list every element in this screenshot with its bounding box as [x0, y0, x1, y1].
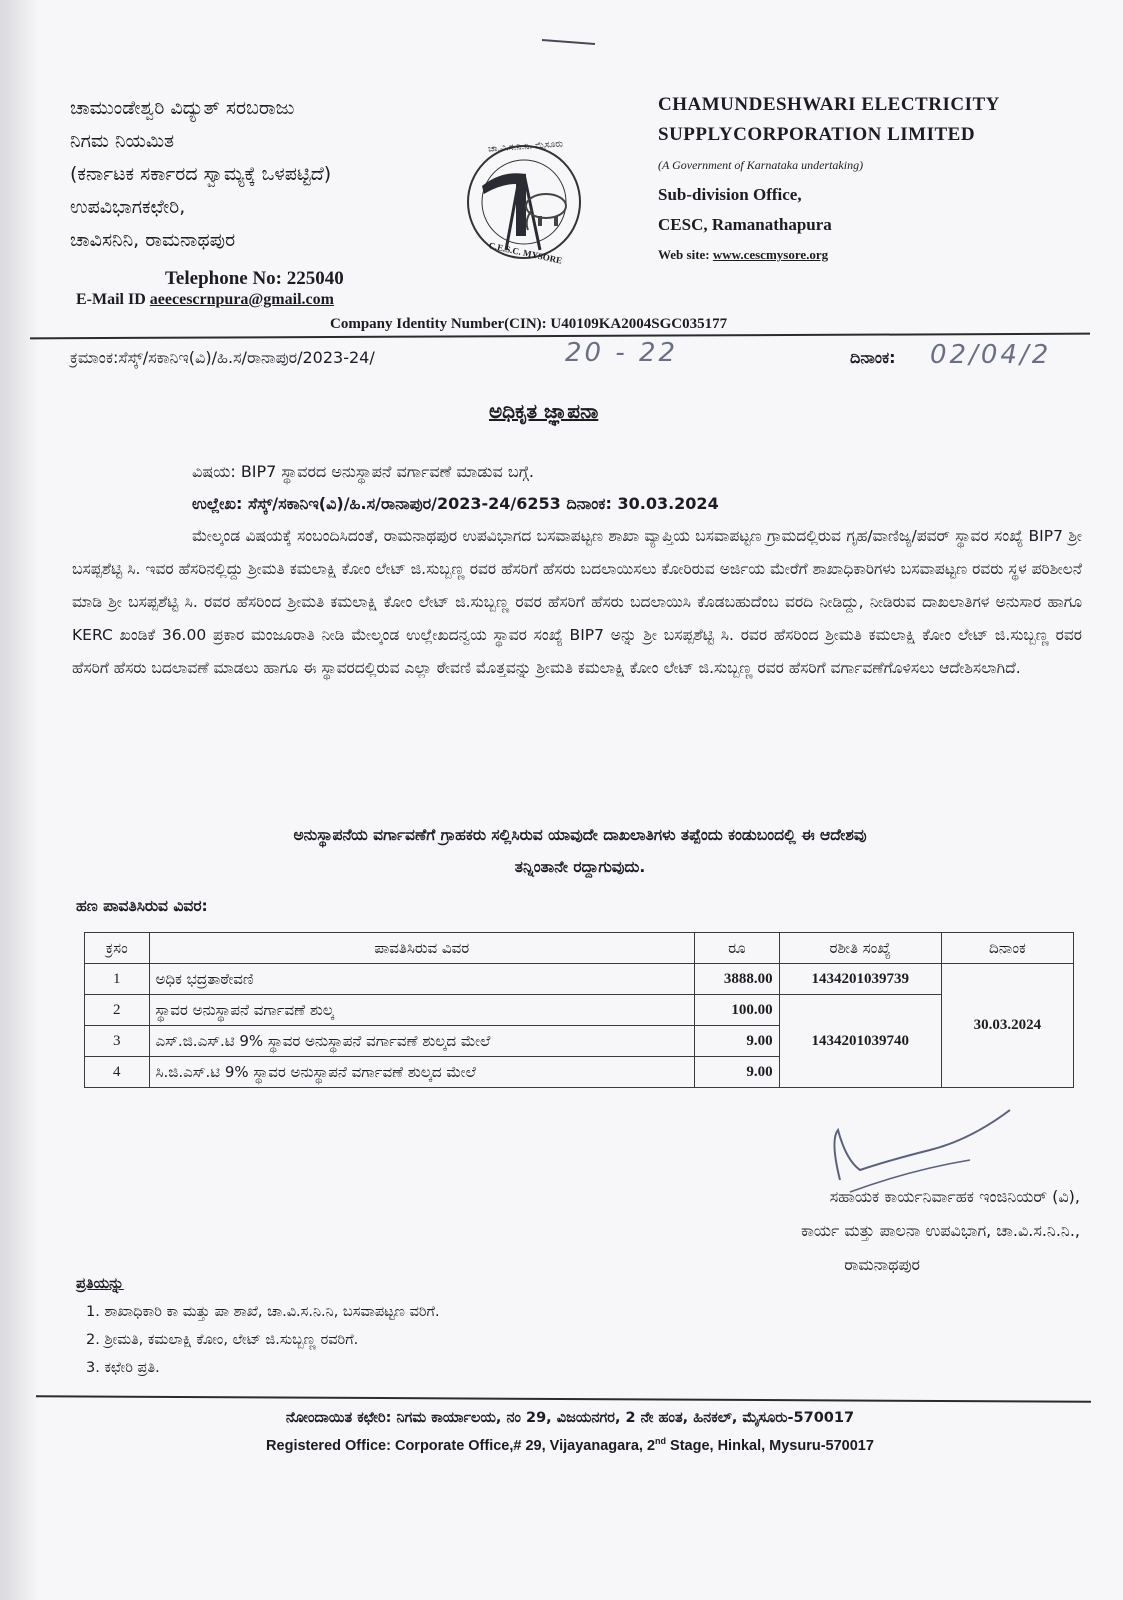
- kn-line-1: ಚಾಮುಂಡೇಶ್ವರಿ ವಿದ್ಯುತ್ ಸರಬರಾಜು: [70, 97, 295, 119]
- reference-line: ಉಲ್ಲೇಖ: ಸೆಸ್ಕ್/ಸಕಾನಿಇ(ವಿ)/ಹಿ.ಸ/ರಾನಾಪುರ/2023-24/6253 ದಿನಾಂಕ: 30.03.2024: [192, 494, 719, 513]
- kn-line-4: ಉಪವಿಭಾಗಕಛೇರಿ,: [70, 196, 186, 218]
- bold-note-line-2: ತನ್ನಿಂತಾನೇ ರದ್ದಾಗುವುದು.: [514, 858, 646, 876]
- office-line-1: Sub-division Office,: [658, 185, 802, 204]
- kn-line-2: ನಿಗಮ ನಿಯಮಿತ: [70, 130, 175, 152]
- kn-line-3: (ಕರ್ನಾಟಕ ಸರ್ಕಾರದ ಸ್ವಾಮ್ಯಕ್ಕೆ ಒಳಪಟ್ಟಿದೆ): [70, 163, 332, 185]
- copy-to-item-2: 2. ಶ್ರೀಮತಿ, ಕಮಲಾಕ್ಷಿ ಕೋಂ, ಲೇಟ್ ಜಿ.ಸುಬ್ಬಣ್ಣ ರವರಿಗೆ.: [86, 1332, 359, 1348]
- email-label: E-Mail ID: [76, 291, 146, 308]
- footer-address-superscript: nd: [655, 1436, 667, 1446]
- footer-address-part-2: Stage, Hinkal, Mysuru-570017: [666, 1437, 874, 1454]
- memo-body-paragraph: ಮೇಲ್ಕಂಡ ವಿಷಯಕ್ಕೆ ಸಂಬಂದಿಸಿದಂತೆ, ರಾಮನಾಥಪುರ ಉಪವಿಭಾಗದ ಬಸವಾಪಟ್ಟಣ ಶಾಖಾ ವ್ಯಾಪ್ತಿಯ ಬಸವಾಪಟ್ಟಣ ಗ್ರಾಮದಲ್ಲಿರುವ ಗೃಹ/ವಾಣಿಜ್ಯ/ಪವರ್ ಸ್ಥಾವರ ಸಂಖ್ಯೆ BIP7 ಶ್ರೀ ಬಸಪ್ಪಶೆಟ್ಟಿ ಸಿ. ಇವರ ಹೆಸರಿನಲ್ಲಿದ್ದು ಶ್ರೀಮತಿ ಕಮಲಾಕ್ಷಿ ಕೋಂ ಲೇಟ್ ಜಿ.ಸುಬ್ಬಣ್ಣ ರವರ ಹೆಸರಿಗೆ ಹೆಸರು ಬದಲಾಯಿಸಲು ಕೋರಿರುವ ಅರ್ಜಿಯ ಮೇರೆಗೆ ಶಾಖಾಧಿಕಾರಿಗಳು ಬಸವಾಪಟ್ಟಣ ರವರು ಸ್ಥಳ ಪರಿಶೀಲನೆ ಮಾಡಿ ಶ್ರೀ ಬಸಪ್ಪಶೆಟ್ಟಿ ಸಿ. ರವರ ಹೆಸರಿಂದ ಶ್ರೀಮತಿ ಕಮಲಾಕ್ಷಿ ಕೋಂ ಲೇಟ್ ಜಿ.ಸುಬ್ಬಣ್ಣ ರವರ ಹೆಸರಿಗೆ ಹೆಸರು ಬದಲಾಯಿಸಿ ಕೊಡಬಹುದೆಂಬ ವರದಿ ನೀಡಿದ್ದು, ನೀಡಿರುವ ದಾಖಲಾತಿಗಳ ಅನುಸಾರ ಹಾಗೂ KERC ಖಂಡಿಕೆ 36.00 ಪ್ರಕಾರ ಮಂಜೂರಾತಿ ನೀಡಿ ಮೇಲ್ಕಂಡ ಉಲ್ಲೇಖದನ್ವಯ ಸ್ಥಾವರ ಸಂಖ್ಯೆ BIP7 ಅನ್ನು ಶ್ರೀ ಬಸಪ್ಪಶೆಟ್ಟಿ ಸಿ. ರವರ ಹೆಸರಿಂದ ಶ್ರೀಮತಿ ಕಮಲಾಕ್ಷಿ ಕೋಂ ಲೇಟ್ ಜಿ.ಸುಬ್ಬಣ್ಣ ರವರ ಹೆಸರಿಗೆ ಹೆಸರು ಬದಲಾವಣೆ ಮಾಡಲು ಹಾಗೂ ಈ ಸ್ಥಾವರದಲ್ಲಿರುವ ಎಲ್ಲಾ ಠೇವಣಿ ಮೊತ್ತವನ್ನು ಶ್ರೀಮತಿ ಕಮಲಾಕ್ಷಿ ಕೋಂ ಲೇಟ್ ಜಿ.ಸುಬ್ಬಣ್ಣ ರವರ ಹೆಸರಿಗೆ ವರ್ಗಾವಣೆಗೊಳಿಸಲು ಆದೇಶಿಸಲಾಗಿದೆ.: [72, 527, 1082, 677]
- receipt-number-2: 1434201039740: [779, 995, 941, 1088]
- row-4-desc: ಸಿ.ಜಿ.ಎಸ್.ಟಿ 9% ಸ್ಥಾವರ ಅನುಸ್ಥಾಪನೆ ವರ್ಗಾವಣೆ ಶುಲ್ಕದ ಮೇಲೆ: [149, 1057, 695, 1088]
- row-3-sl: 3: [85, 1026, 150, 1057]
- row-3-amount: 9.00: [695, 1026, 780, 1057]
- row-4-amount: 9.00: [695, 1057, 780, 1088]
- subject-line: ವಿಷಯ: BIP7 ಸ್ಥಾವರದ ಅನುಸ್ಥಾಪನೆ ವರ್ಗಾವಣೆ ಮಾಡುವ ಬಗ್ಗೆ.: [192, 462, 535, 481]
- handwritten-date: 02/04/2: [930, 340, 1052, 370]
- kn-line-5: ಚಾವಿಸನಿನಿ, ರಾಮನಾಥಪುರ: [70, 229, 236, 251]
- copy-to-label: ಪ್ರತಿಯನ್ನು: [76, 1276, 124, 1292]
- table-row: [85, 964, 1074, 995]
- payment-table: [84, 932, 1074, 1088]
- date-label: ದಿನಾಂಕ:: [850, 348, 896, 367]
- signatory-place: ರಾಮನಾಥಪುರ: [844, 1255, 920, 1274]
- row-2-sl: 2: [85, 995, 150, 1026]
- header-receipt: ರಶೀತಿ ಸಂಖ್ಯೆ: [779, 933, 941, 964]
- office-line-2: CESC, Ramanathapura: [658, 215, 832, 234]
- footer-divider: [36, 1395, 1091, 1402]
- row-2-amount: 100.00: [695, 995, 780, 1026]
- header-date: ದಿನಾಂಕ: [941, 933, 1073, 964]
- company-cin: Company Identity Number(CIN): U40109KA2004SGC035177: [330, 316, 728, 332]
- english-letterhead: [658, 94, 1078, 263]
- company-name-line-2: SUPPLYCORPORATION LIMITED: [658, 124, 976, 145]
- signatory-office: ಕಾರ್ಯ ಮತ್ತು ಪಾಲನಾ ಉಪವಿಭಾಗ, ಚಾ.ವಿ.ಸ.ನಿ.ನಿ.,: [801, 1221, 1080, 1240]
- table-row: [85, 995, 1074, 1026]
- row-2-desc: ಸ್ಥಾವರ ಅನುಸ್ಥಾಪನೆ ವರ್ಗಾವಣೆ ಶುಲ್ಕ: [149, 995, 695, 1026]
- header-divider: [30, 333, 1090, 340]
- email-address: aeecescrnpura@gmail.com: [149, 291, 334, 308]
- logo-text-top: ಚಾ.ವಿ.ಸ.ನಿ.ನಿ. ಮೈಸೂರು: [487, 139, 564, 155]
- website-link[interactable]: www.cescmysore.org: [712, 247, 829, 262]
- footer-address-part-1: Registered Office: Corporate Office,# 29, Vijayanagara, 2: [266, 1437, 656, 1454]
- logo-text-bottom: C.E.S.C. MYSORE: [487, 240, 563, 266]
- website-label: Web site:: [658, 247, 710, 262]
- copy-to-item-3: 3. ಕಛೇರಿ ಪ್ರತಿ.: [86, 1360, 160, 1376]
- table-header-row: [85, 933, 1074, 964]
- signature-block: [560, 1180, 1080, 1282]
- copy-to-item-1: 1. ಶಾಖಾಧಿಕಾರಿ ಕಾ ಮತ್ತು ಪಾ ಶಾಖೆ, ಚಾ.ವಿ.ಸ.ನಿ.ನಿ, ಬಸವಾಪಟ್ಟಣ ವರಿಗೆ.: [86, 1304, 440, 1320]
- receipt-number-1: 1434201039739: [779, 964, 941, 995]
- website-row: [658, 247, 1078, 263]
- reference-number: ಕ್ರಮಾಂಕ:ಸೆಸ್ಕ್/ಸಕಾನಿಇ(ವಿ)/ಹಿ.ಸ/ರಾನಾಪುರ/2023-24/: [70, 348, 375, 367]
- header-description: ಪಾವತಿಸಿರುವ ವಿವರ: [149, 933, 695, 964]
- row-1-amount: 3888.00: [695, 964, 780, 995]
- footer-kannada-address: ನೋಂದಾಯಿತ ಕಛೇರಿ: ನಿಗಮ ಕಾರ್ಯಾಲಯ, ನಂ 29, ವಿಜಯನಗರ, 2 ನೇ ಹಂತ, ಹಿನಕಲ್, ಮೈಸೂರು-570017: [285, 1410, 855, 1426]
- kannada-letterhead: [70, 92, 450, 257]
- header-sl: ಕ್ರಸಂ: [85, 933, 150, 964]
- row-1-desc: ಅಧಿಕ ಭದ್ರತಾಠೇವಣಿ: [149, 964, 695, 995]
- row-1-sl: 1: [85, 964, 150, 995]
- row-4-sl: 4: [85, 1057, 150, 1088]
- govt-undertaking-note: (A Government of Karnataka undertaking): [658, 158, 864, 172]
- handwritten-reference-number: 20 - 22: [565, 338, 679, 368]
- footer-english-address: [60, 1436, 1080, 1454]
- company-name-line-1: CHAMUNDESHWARI ELECTRICITY: [658, 94, 1000, 115]
- header-amount: ರೂ: [695, 933, 780, 964]
- payment-date: 30.03.2024: [941, 964, 1073, 1088]
- pen-mark: [540, 34, 600, 50]
- memo-title: ಅಧಿಕೃತ ಜ್ಞಾಪನಾ: [489, 399, 599, 423]
- cesc-logo: [462, 140, 582, 260]
- signatory-designation: ಸಹಾಯಕ ಕಾರ್ಯನಿರ್ವಾಹಕ ಇಂಜಿನಿಯರ್ (ವಿ),: [829, 1187, 1080, 1206]
- cesc-logo-graphic: [462, 140, 586, 264]
- payment-heading: ಹಣ ಪಾವತಿಸಿರುವ ವಿವರ:: [76, 897, 208, 915]
- copy-to-section: [76, 1270, 776, 1382]
- bold-note-line-1: ಅನುಸ್ಥಾಪನೆಯ ವರ್ಗಾವಣೆಗೆ ಗ್ರಾಹಕರು ಸಲ್ಲಿಸಿರುವ ಯಾವುದೇ ದಾಖಲಾತಿಗಳು ತಪ್ಪೆಂದು ಕಂಡುಬಂದಲ್ಲಿ ಈ ಆದೇಶವು: [293, 826, 867, 844]
- email-row: [76, 291, 334, 309]
- row-3-desc: ಎಸ್.ಜಿ.ಎಸ್.ಟಿ 9% ಸ್ಥಾವರ ಅನುಸ್ಥಾಪನೆ ವರ್ಗಾವಣೆ ಶುಲ್ಕದ ಮೇಲೆ: [149, 1026, 695, 1057]
- telephone-number: Telephone No: 225040: [165, 268, 344, 289]
- scan-edge-shadow: [0, 0, 40, 1600]
